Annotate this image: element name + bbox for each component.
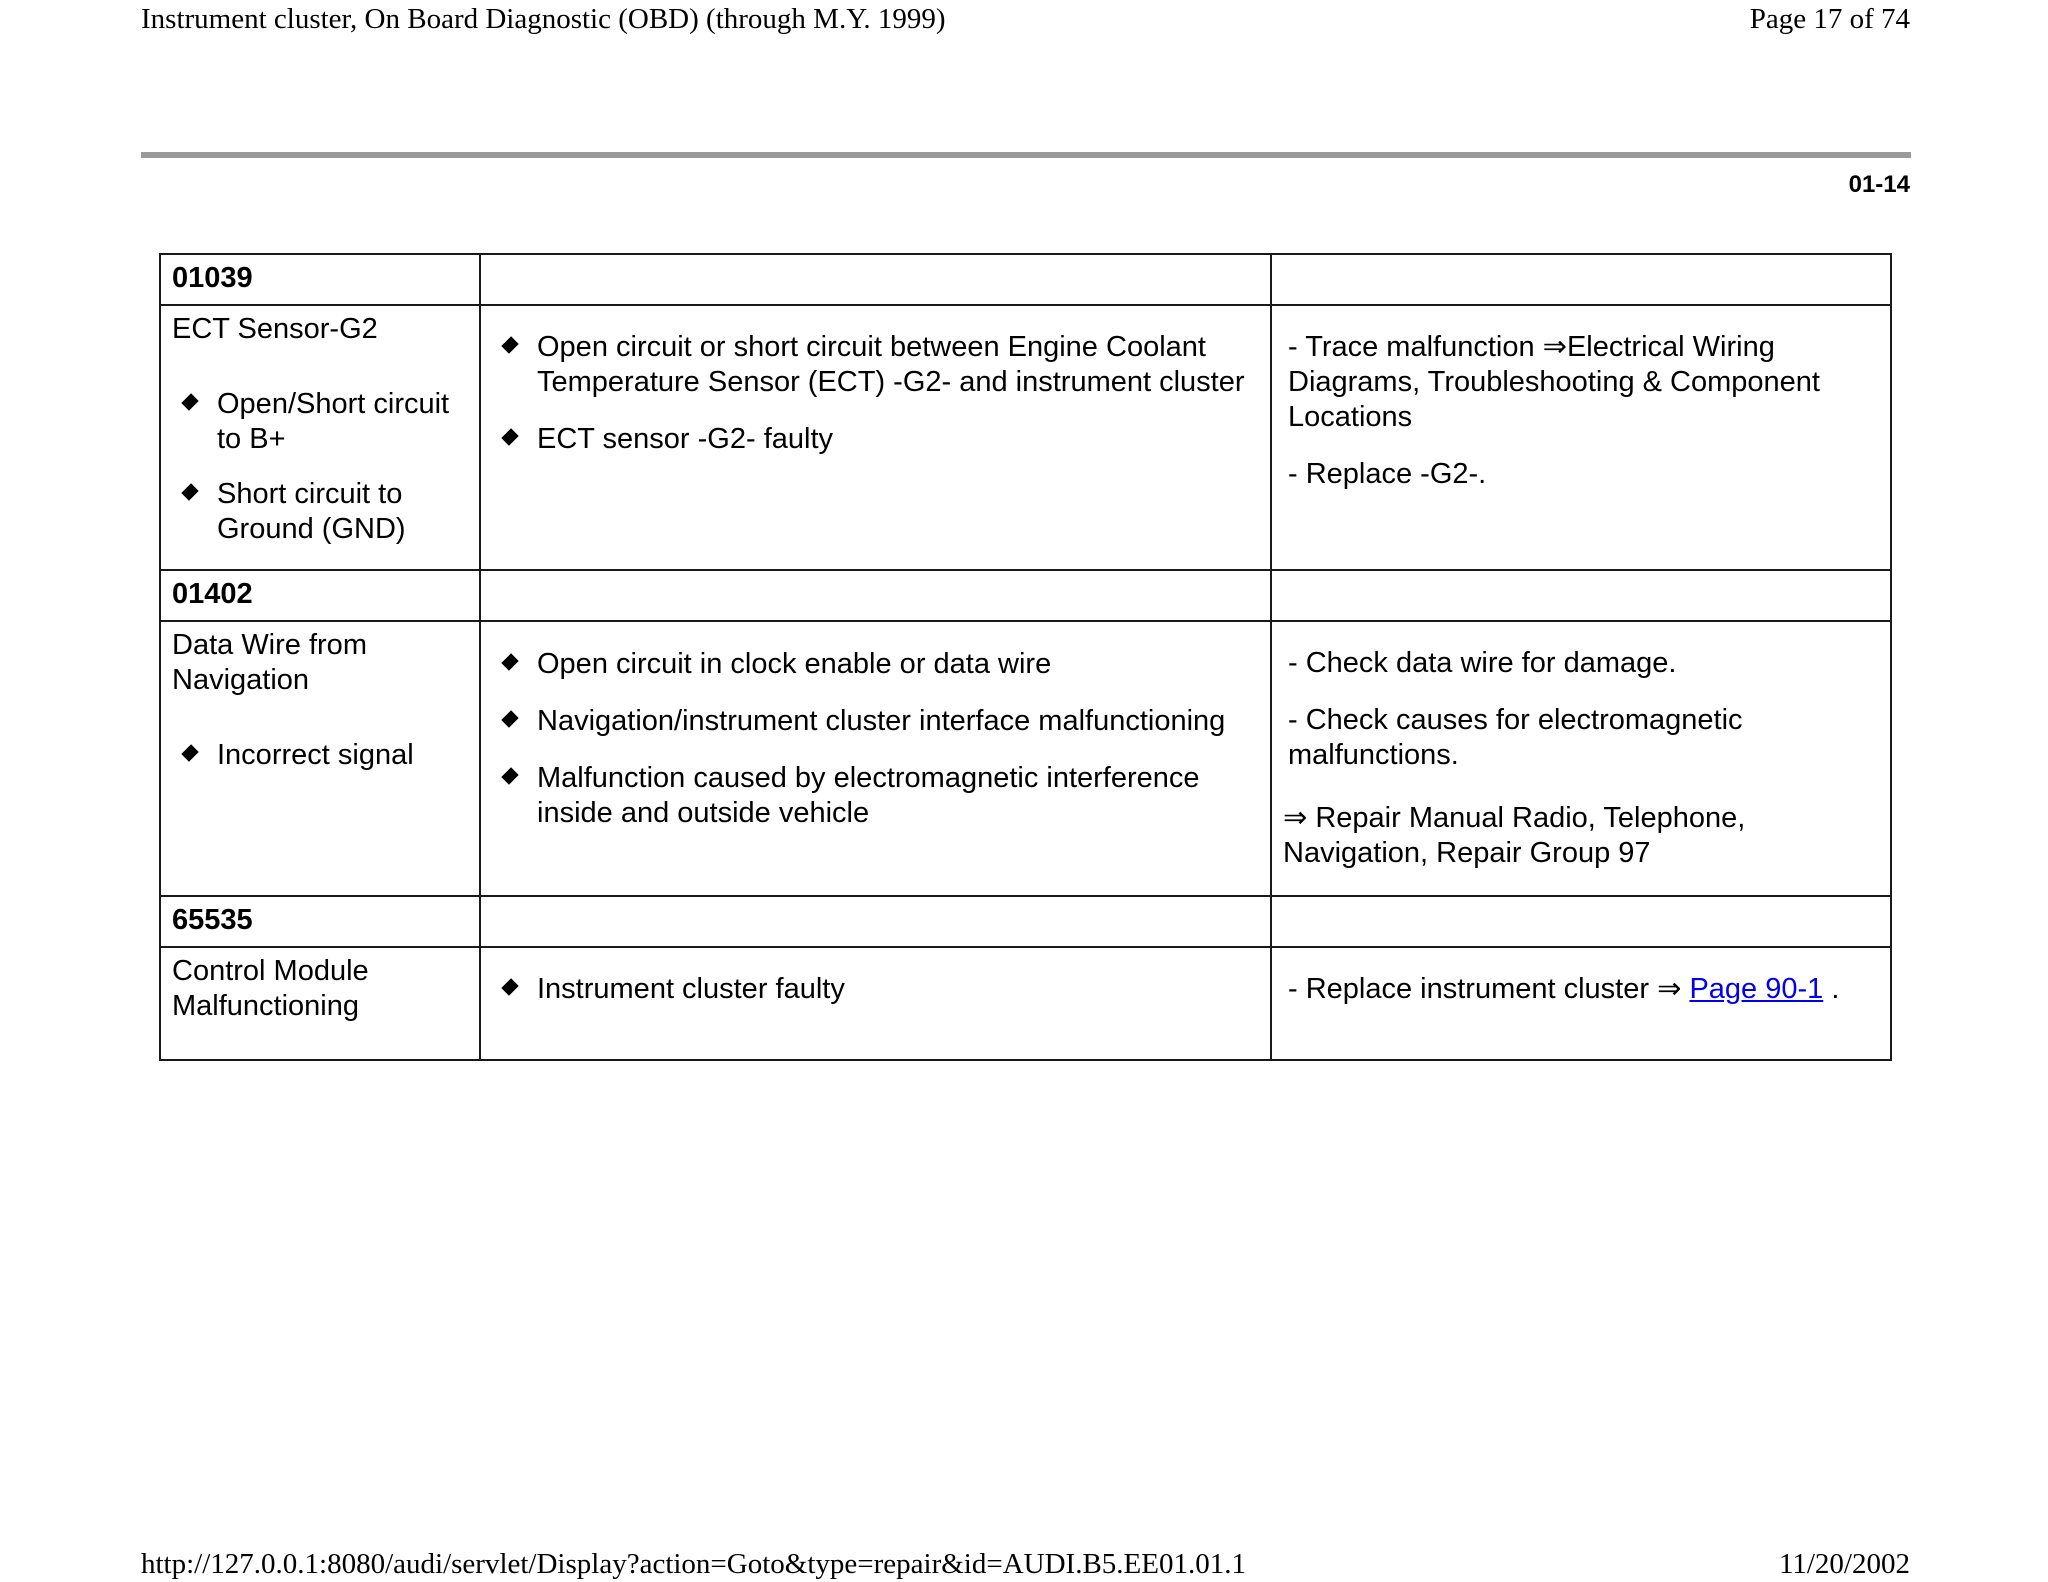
action-text: - Trace malfunction ⇒Electrical Wiring Diagrams, Troubleshooting & Component Locations [1288, 331, 1820, 433]
action-text: - Replace instrument cluster ⇒ Page 90-1 . [1288, 973, 1840, 1005]
list-item: Instrument cluster faulty [492, 972, 1260, 1007]
cause-list [492, 972, 1260, 1007]
footer-url: http://127.0.0.1:8080/audi/servlet/Display?action=Goto&type=repair&id=AUDI.B5.EE01.01.1 [141, 1548, 1246, 1580]
footer-date: 11/20/2002 [1778, 1548, 1910, 1580]
action-cell [1271, 947, 1891, 1060]
fault-code: 01039 [172, 262, 253, 294]
diamond-bullet-icon [181, 483, 198, 500]
diamond-bullet-icon [501, 336, 518, 353]
cause-cell [480, 621, 1271, 896]
action-cell [1271, 305, 1891, 570]
diamond-bullet-icon [501, 653, 518, 670]
action-cell [1271, 621, 1891, 896]
diamond-bullet-icon [501, 710, 518, 727]
cause-list [492, 647, 1260, 831]
fault-code-row [160, 570, 1891, 621]
condition-list [172, 738, 469, 773]
fault-code: 01402 [172, 578, 253, 610]
list-item: Navigation/instrument cluster interface malfunctioning [492, 704, 1260, 739]
diamond-bullet-icon [501, 978, 518, 995]
diamond-bullet-icon [181, 744, 198, 761]
diamond-bullet-icon [501, 428, 518, 445]
component-name: Data Wire from Navigation [172, 629, 367, 696]
cause-cell [480, 947, 1271, 1060]
page-number: Page 17 of 74 [1749, 3, 1910, 35]
fault-code-row [160, 896, 1891, 947]
list-item: ECT sensor -G2- faulty [492, 422, 1260, 457]
component-cell [160, 947, 480, 1060]
action-text: - Check data wire for damage. [1288, 647, 1677, 679]
list-item: Open circuit or short circuit between Engine Coolant Temperature Sensor (ECT) -G2- and instrument cluster [492, 330, 1260, 400]
condition-list [172, 387, 469, 547]
page-link[interactable]: Page 90-1 [1689, 973, 1824, 1005]
fault-detail-row [160, 947, 1891, 1060]
list-item: Incorrect signal [172, 738, 469, 773]
cause-cell [480, 305, 1271, 570]
fault-detail-row [160, 305, 1891, 570]
component-name: Control Module Malfunctioning [172, 955, 369, 1022]
header-rule [141, 152, 1911, 158]
cause-list [492, 330, 1260, 457]
fault-code-table [159, 253, 1892, 1061]
fault-code: 65535 [172, 904, 253, 936]
section-number: 01-14 [1848, 171, 1910, 198]
list-item: Short circuit to Ground (GND) [172, 477, 469, 547]
action-text: - Check causes for electromagnetic malfunctions. [1288, 704, 1743, 771]
component-cell [160, 621, 480, 896]
component-name: ECT Sensor-G2 [172, 313, 378, 345]
diamond-bullet-icon [181, 393, 198, 410]
list-item: Open circuit in clock enable or data wire [492, 647, 1260, 682]
component-cell [160, 305, 480, 570]
diamond-bullet-icon [501, 767, 518, 784]
action-text: - Replace -G2-. [1288, 458, 1487, 490]
fault-detail-row [160, 621, 1891, 896]
list-item: Open/Short circuit to B+ [172, 387, 469, 457]
document-title: Instrument cluster, On Board Diagnostic (OBD) (through M.Y. 1999) [141, 3, 946, 35]
reference-text: ⇒ Repair Manual Radio, Telephone, Navigation, Repair Group 97 [1283, 802, 1746, 869]
fault-code-row [160, 254, 1891, 305]
list-item: Malfunction caused by electromagnetic interference inside and outside vehicle [492, 761, 1260, 831]
